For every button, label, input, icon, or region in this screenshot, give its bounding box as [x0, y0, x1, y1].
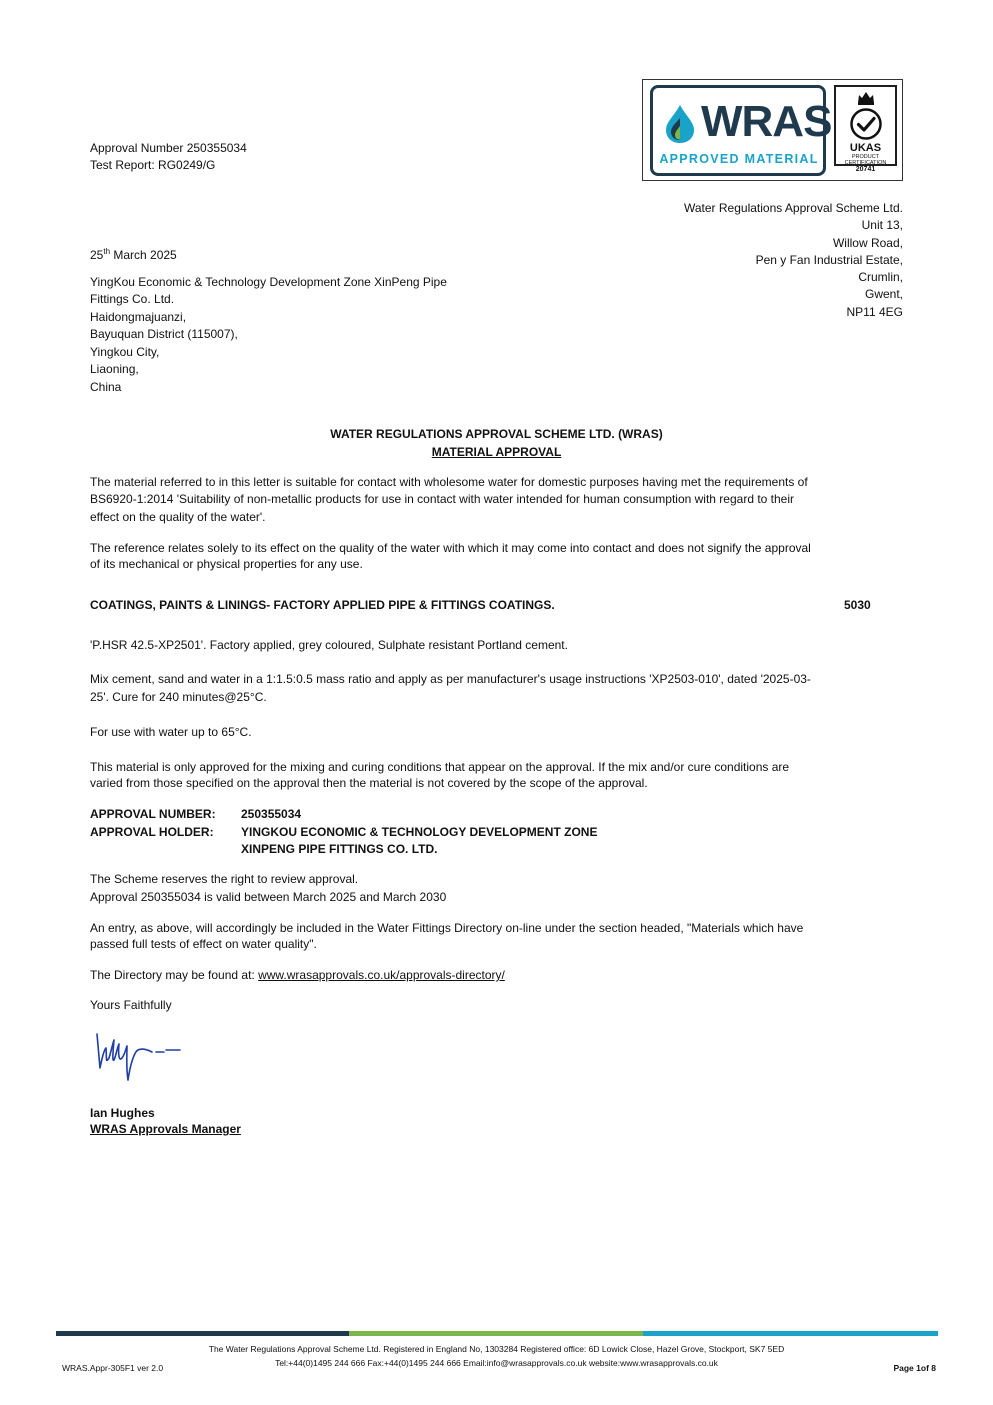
sender-address-line: Unit 13, — [861, 218, 903, 232]
footer-contact: Tel:+44(0)1495 244 666 Fax:+44(0)1495 244 666 Email:info@wrasapprovals.co.uk website:www.wrasapprovals.co.uk — [275, 1358, 718, 1368]
paragraph-line: BS6920-1:2014 'Suitability of non-metallic products for use in contact with water intended for human consumption with regard to their — [90, 492, 795, 506]
approval-number-label: APPROVAL NUMBER: — [90, 807, 216, 821]
letter-date — [90, 243, 177, 264]
document-subtitle: MATERIAL APPROVAL — [431, 445, 562, 459]
paragraph-line: 25'. Cure for 240 minutes@25°C. — [90, 690, 267, 704]
signatory-name: Ian Hughes — [90, 1106, 155, 1120]
approval-holder-line: XINPENG PIPE FITTINGS CO. LTD. — [241, 842, 438, 856]
paragraph-line: Mix cement, sand and water in a 1:1.5:0.5 mass ratio and apply as per manufacturer's usage instructions 'XP2503-010', dated '2025-03- — [90, 672, 811, 686]
directory-link[interactable]: www.wrasapprovals.co.uk/approvals-directory/ — [258, 968, 505, 982]
sender-address-line: NP11 4EG — [846, 305, 903, 319]
footer-page-number: Page 1of 8 — [893, 1363, 936, 1373]
ukas-wordmark: UKAS — [849, 142, 882, 154]
ukas-logo — [834, 85, 897, 166]
recipient-address-line: YingKou Economic & Technology Development Zone XinPeng Pipe — [90, 275, 447, 289]
paragraph-line: passed full tests of effect on water quality". — [90, 937, 317, 951]
handwritten-signature — [92, 1028, 184, 1086]
product-description: 'P.HSR 42.5-XP2501'. Factory applied, grey coloured, Sulphate resistant Portland cement. — [90, 638, 568, 652]
temperature-limit: For use with water up to 65°C. — [90, 725, 252, 739]
paragraph-line: varied from those specified on the approval then the material is not covered by the scope of the approval. — [90, 776, 648, 790]
footer-bar-navy — [56, 1331, 349, 1336]
date-rest: March 2025 — [110, 248, 177, 262]
paragraph-line: The reference relates solely to its effect on the quality of the water with which it may come into contact and does not signify the approval — [90, 541, 811, 555]
validity-statement: Approval 250355034 is valid between March 2025 and March 2030 — [90, 890, 447, 904]
paragraph-line: An entry, as above, will accordingly be included in the Water Fittings Directory on-line under the section headed, "Materials which have — [90, 921, 804, 935]
ukas-sub2: CERTIFICATION — [844, 160, 887, 166]
wras-ukas-logo — [642, 79, 903, 181]
recipient-address-line: Liaoning, — [90, 362, 139, 376]
paragraph-line: effect on the quality of the water'. — [90, 510, 266, 524]
review-statement: The Scheme reserves the right to review approval. — [90, 872, 359, 886]
document-title: WATER REGULATIONS APPROVAL SCHEME LTD. (WRAS) — [330, 427, 663, 441]
paragraph-line: This material is only approved for the mixing and curing conditions that appear on the approval. If the mix and/or cure conditions are — [90, 760, 790, 774]
checkmark-circle-icon — [849, 107, 883, 141]
wras-subtitle: APPROVED MATERIAL — [659, 152, 819, 166]
footer-bar-cyan — [643, 1331, 938, 1336]
footer-form-ref: WRAS.Appr-305F1 ver 2.0 — [62, 1363, 164, 1373]
signatory-title: WRAS Approvals Manager — [90, 1122, 241, 1136]
directory-statement — [90, 967, 505, 984]
footer-registration: The Water Regulations Approval Scheme Ltd. Registered in England No, 1303284 Registered office: 6D Lowick Close, Hazel Grove, Stockport, SK7 5ED — [208, 1344, 785, 1354]
test-report-line: Test Report: RG0249/G — [90, 158, 216, 172]
recipient-address-line: Yingkou City, — [90, 345, 160, 359]
material-category: COATINGS, PAINTS & LININGS- FACTORY APPLIED PIPE & FITTINGS COATINGS. — [90, 598, 555, 612]
sender-address-line: Gwent, — [864, 287, 903, 301]
recipient-address-line: Fittings Co. Ltd. — [90, 292, 175, 306]
sender-address-line: Crumlin, — [858, 270, 903, 284]
directory-prefix: The Directory may be found at: — [90, 968, 259, 982]
approval-number-line: Approval Number 250355034 — [90, 141, 247, 155]
ukas-number: 20741 — [855, 166, 876, 173]
wras-wordmark: WRAS — [701, 97, 832, 146]
approval-number-value: 250355034 — [241, 807, 302, 821]
sender-address-line: Water Regulations Approval Scheme Ltd. — [683, 201, 903, 215]
approval-holder-label: APPROVAL HOLDER: — [90, 825, 214, 839]
paragraph-line: The material referred to in this letter is suitable for contact with wholesome water for domestic purposes having met the requirements of — [90, 475, 808, 489]
approval-holder-line: YINGKOU ECONOMIC & TECHNOLOGY DEVELOPMENT ZONE — [241, 825, 598, 839]
ukas-sub1: PRODUCT — [851, 154, 880, 160]
paragraph-line: of its mechanical or physical properties for any use. — [90, 557, 363, 571]
crown-icon — [857, 90, 875, 105]
date-day: 25 — [90, 248, 104, 262]
recipient-address-line: Bayuquan District (115007), — [90, 327, 238, 341]
recipient-address-line: Haidongmajuanzi, — [90, 310, 187, 324]
date-suffix: th — [103, 247, 111, 256]
footer-bar-green — [349, 1331, 643, 1336]
ukas-subtitle — [836, 154, 895, 166]
water-drop-icon — [663, 104, 697, 144]
recipient-address-line: China — [90, 380, 122, 394]
closing: Yours Faithfully — [90, 998, 172, 1012]
material-category-code: 5030 — [844, 598, 871, 612]
sender-address-line: Pen y Fan Industrial Estate, — [755, 253, 903, 267]
sender-address-line: Willow Road, — [832, 236, 903, 250]
wras-logo — [650, 85, 832, 176]
